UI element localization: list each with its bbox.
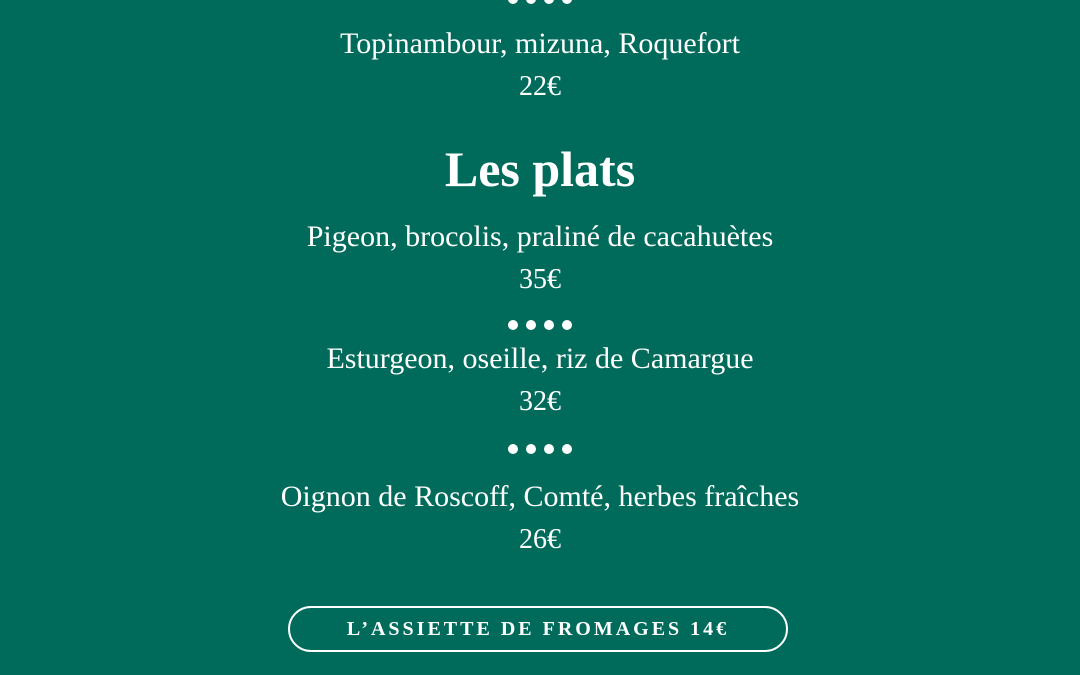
dot-icon [526,0,536,4]
cheese-plate-button[interactable]: L’ASSIETTE DE FROMAGES 14€ [288,606,788,652]
main-dish-name: Oignon de Roscoff, Comté, herbes fraîches [280,480,800,513]
dot-icon [544,320,554,330]
main-dish-price: 35€ [519,264,561,295]
dot-icon [562,444,572,454]
starter-dish-name: Topinambour, mizuna, Roquefort [340,27,740,60]
main-dish-name: Pigeon, brocolis, praliné de cacahuètes [306,220,774,253]
separator-dots [508,320,572,330]
dot-icon [562,0,572,4]
main-dish-name: Esturgeon, oseille, riz de Camargue [326,342,754,375]
dot-icon [508,444,518,454]
dot-icon [544,444,554,454]
dot-icon [544,0,554,4]
dot-icon [562,320,572,330]
dot-icon [526,444,536,454]
separator-dots [508,444,572,454]
main-dish-price: 26€ [519,524,561,555]
starter-dish-price: 22€ [519,71,561,102]
separator-dots-top [508,0,572,4]
main-dish-price: 32€ [519,386,561,417]
dot-icon [508,320,518,330]
section-title-mains: Les plats [444,141,636,197]
dot-icon [526,320,536,330]
dot-icon [508,0,518,4]
